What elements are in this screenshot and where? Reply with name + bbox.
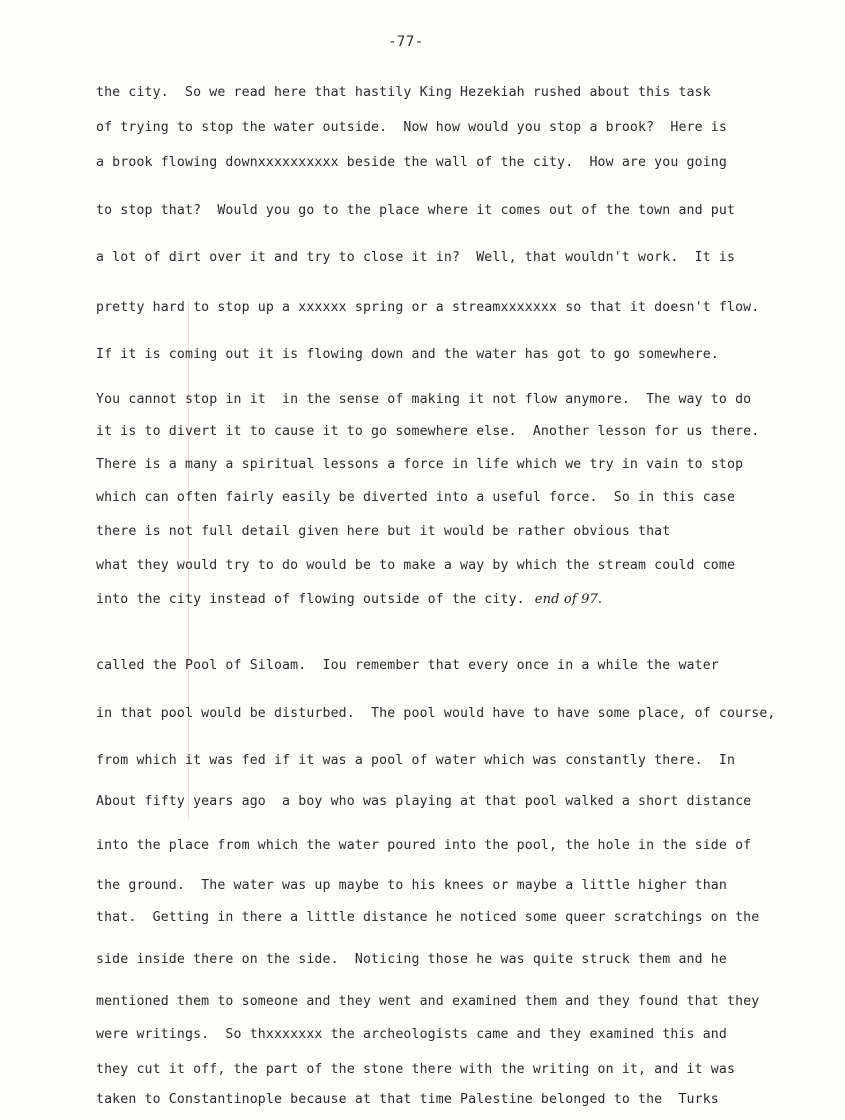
text-line-25: they cut it off, the part of the stone there with the writing on it, and it was <box>96 1062 736 1077</box>
text-line-26: taken to Constantinople because at that time Palestine belonged to the Turks <box>96 1092 719 1107</box>
text-line-15: called the Pool of Siloam. Iou remember that every once in a while the water <box>96 658 719 673</box>
page-number: -77- <box>388 34 424 50</box>
text-line-20: the ground. The water was up maybe to his knees or maybe a little higher than <box>96 878 727 893</box>
text-line-2: of trying to stop the water outside. Now how would you stop a brook? Here is <box>96 120 727 135</box>
text-line-14 <box>96 592 602 607</box>
text-line-3: a brook flowing downxxxxxxxxxx beside the wall of the city. How are you going <box>96 155 727 170</box>
text-line-16: in that pool would be disturbed. The pool would have to have some place, of course, <box>96 706 776 721</box>
text-line-19: into the place from which the water poured into the pool, the hole in the side of <box>96 838 752 853</box>
text-line-21: that. Getting in there a little distance he noticed some queer scratchings on the <box>96 910 760 925</box>
text-line-8: You cannot stop in it in the sense of making it not flow anymore. The way to do <box>96 392 752 407</box>
text-line-17: from which it was fed if it was a pool of water which was constantly there. In <box>96 753 736 768</box>
handwritten-note: end of 97. <box>534 592 603 607</box>
text-line-9: it is to divert it to cause it to go somewhere else. Another lesson for us there. <box>96 424 760 439</box>
text-line-7: If it is coming out it is flowing down and the water has got to go somewhere. <box>96 347 719 362</box>
text-line-23: mentioned them to someone and they went and examined them and they found that they <box>96 994 760 1009</box>
text-line-13: what they would try to do would be to make a way by which the stream could come <box>96 558 736 573</box>
text-line-6: pretty hard to stop up a xxxxxx spring or a streamxxxxxxx so that it doesn't flow. <box>96 300 760 315</box>
text-line-12: there is not full detail given here but it would be rather obvious that <box>96 524 671 539</box>
text-line-24: were writings. So thxxxxxxx the archeologists came and they examined this and <box>96 1027 727 1042</box>
text-line-10: There is a many a spiritual lessons a force in life which we try in vain to stop <box>96 457 744 472</box>
text-line-11: which can often fairly easily be diverted into a useful force. So in this case <box>96 490 736 505</box>
text-line-22: side inside there on the side. Noticing those he was quite struck them and he <box>96 952 727 967</box>
text-line-14-text: into the city instead of flowing outside of the city. <box>96 592 525 607</box>
text-line-4: to stop that? Would you go to the place where it comes out of the town and put <box>96 203 736 218</box>
text-line-18: About fifty years ago a boy who was playing at that pool walked a short distance <box>96 794 752 809</box>
text-line-5: a lot of dirt over it and try to close it in? Well, that wouldn't work. It is <box>96 250 736 265</box>
text-line-1: the city. So we read here that hastily King Hezekiah rushed about this task <box>96 85 711 100</box>
